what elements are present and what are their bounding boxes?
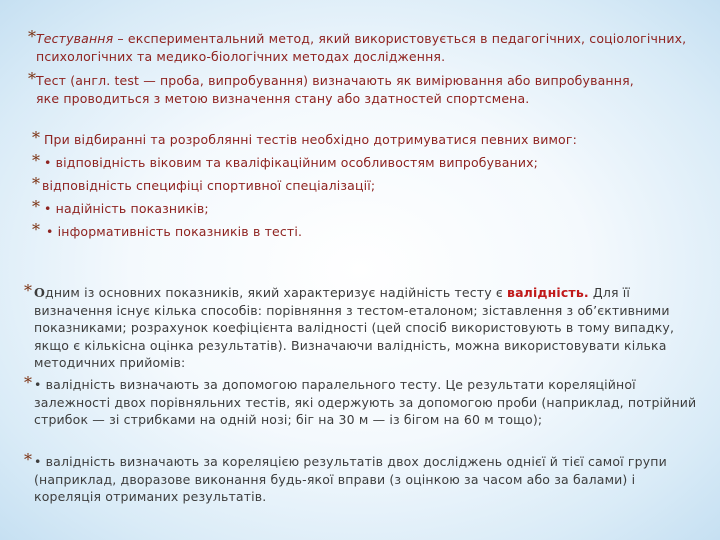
bullet-star-icon: * — [32, 197, 40, 216]
drop-letter: О — [34, 285, 46, 300]
item-text: відповідність специфіці спортивної спеціалізації; — [42, 178, 376, 193]
bullet-star-icon: * — [24, 373, 32, 392]
bullet-star-icon: * — [24, 281, 32, 300]
bullet-star-icon: * — [28, 69, 36, 88]
highlight-validity: валідність. — [507, 285, 589, 300]
item-text: • валідність визначають за кореляцією результатів двох досліджень однієї й тієї самої групи (наприклад, дворазове виконання будь-якої вправи (з оцінкою за часом або за балами) і кореляція отриманих результатів. — [34, 454, 667, 504]
item-text: • валідність визначають за допомогою паралельного тесту. Це результати кореляційної залежності двох порівняльних тестів, які одержують за допомогою проби (наприклад, потрійний стрибок — зі стрибками на одній нозі; біг на 30 м — із бігом на 60 м тощо); — [34, 377, 697, 427]
item-text: Тест (англ. test — проба, випробування) визначають як вимірювання або випробування, яке проводиться з метою визначення стану або здатностей спортсмена. — [36, 73, 634, 106]
bullet-star-icon: * — [24, 450, 32, 469]
bullet-star-icon: * — [32, 220, 40, 239]
bullet-star-icon: * — [32, 128, 40, 147]
item-text: При відбиранні та розроблянні тестів необхідно дотримуватися певних вимог: — [44, 132, 577, 147]
item-text: • надійність показників; — [44, 201, 209, 216]
bullet-star-icon: * — [28, 27, 36, 46]
bullet-star-icon: * — [32, 151, 40, 170]
item-text: • інформативність показників в тесті. — [46, 224, 303, 239]
term-testing: Тестування — [36, 31, 114, 46]
item-text: дним із основних показників, який характеризує надійність тесту є — [45, 285, 508, 300]
bullet-star-icon: * — [32, 174, 40, 193]
item-text: • відповідність віковим та кваліфікаційним особливостям випробуваних; — [44, 155, 539, 170]
item-text-rest: Для її визначення існує кілька способів: порівняння з тестом-еталоном; зіставлення з об’єктивними показниками; розрахунок коефіцієнта валідності (цей спосіб використовують в тому випадку, якщо є кількісна оцінка результатів). Визначаючи валідність, можна використовувати кілька методичних прийомів: — [34, 285, 675, 370]
item-text: – експериментальний метод, який використовується в педагогічних, соціологічних, психологічних та медико-біологічних методах дослідження. — [36, 31, 687, 64]
